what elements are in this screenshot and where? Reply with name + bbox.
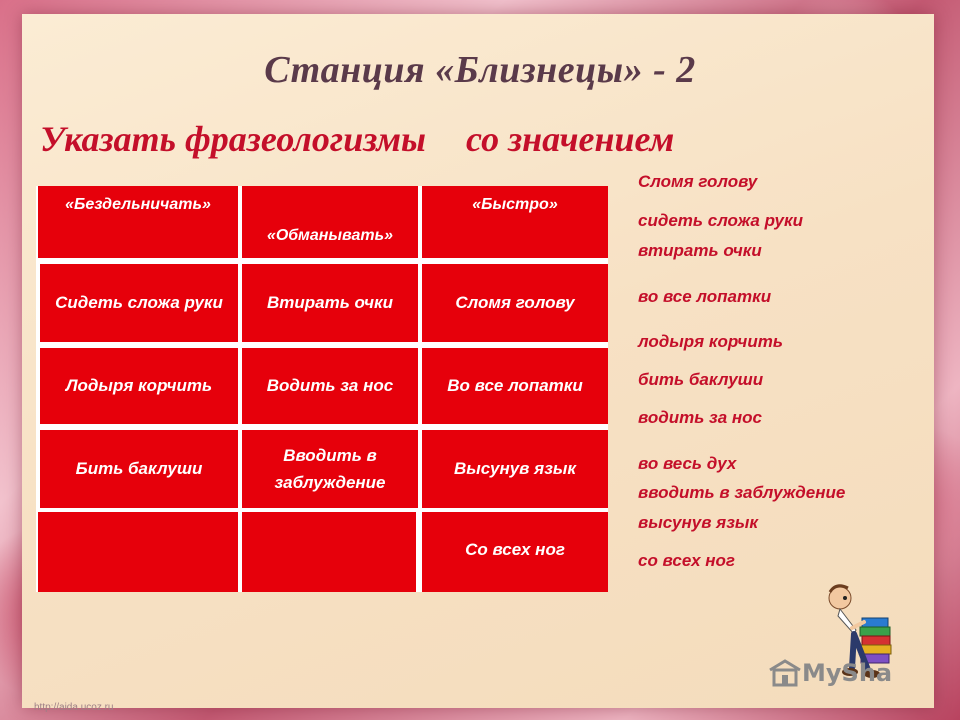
list-item: Сломя голову [638, 172, 758, 191]
header-cell-deceive: «Обманывать» [242, 186, 418, 258]
table-cell: Вводить в заблуждение [242, 430, 418, 508]
subtitle-part2: со значением [466, 119, 675, 159]
slide-subtitle [40, 118, 674, 160]
logo-text: MySha [802, 659, 893, 687]
mysha-logo [768, 658, 892, 688]
slide-title: Станция «Близнецы» - 2 [264, 49, 696, 91]
subtitle-part1: Указать фразеологизмы [40, 119, 426, 159]
table-cell: Втирать очки [242, 264, 418, 342]
table-cell: Бить баклуши [40, 430, 238, 508]
list-item: со всех ног [638, 551, 735, 570]
table-cell [38, 512, 238, 592]
list-item: втирать очки [638, 241, 762, 260]
list-item: водить за нос [638, 408, 763, 427]
footer-url: http://aida.ucoz.ru [34, 702, 114, 713]
list-item: высунув язык [638, 513, 759, 532]
list-item: вводить в заблуждение [638, 483, 846, 502]
list-item: бить баклуши [638, 370, 764, 389]
list-item: лодыря корчить [638, 332, 783, 351]
table-cell: Водить за нос [242, 348, 418, 424]
table-cell: Высунув язык [422, 430, 608, 508]
list-item: во все лопатки [638, 287, 772, 306]
table-cell: Сломя голову [422, 264, 608, 342]
header-cell-fast: «Быстро» [422, 186, 608, 258]
school-building-icon [768, 658, 802, 688]
header-cell-lazy: «Бездельничать» [38, 186, 238, 258]
list-item: во весь дух [638, 454, 737, 473]
phrase-table [36, 186, 608, 592]
table-cell: Сидеть сложа руки [40, 264, 238, 342]
list-item: сидеть сложа руки [638, 211, 804, 230]
table-cell: Лодыря корчить [40, 348, 238, 424]
table-cell: Со всех ног [422, 512, 608, 592]
table-cell [242, 512, 416, 592]
table-cell: Во все лопатки [422, 348, 608, 424]
